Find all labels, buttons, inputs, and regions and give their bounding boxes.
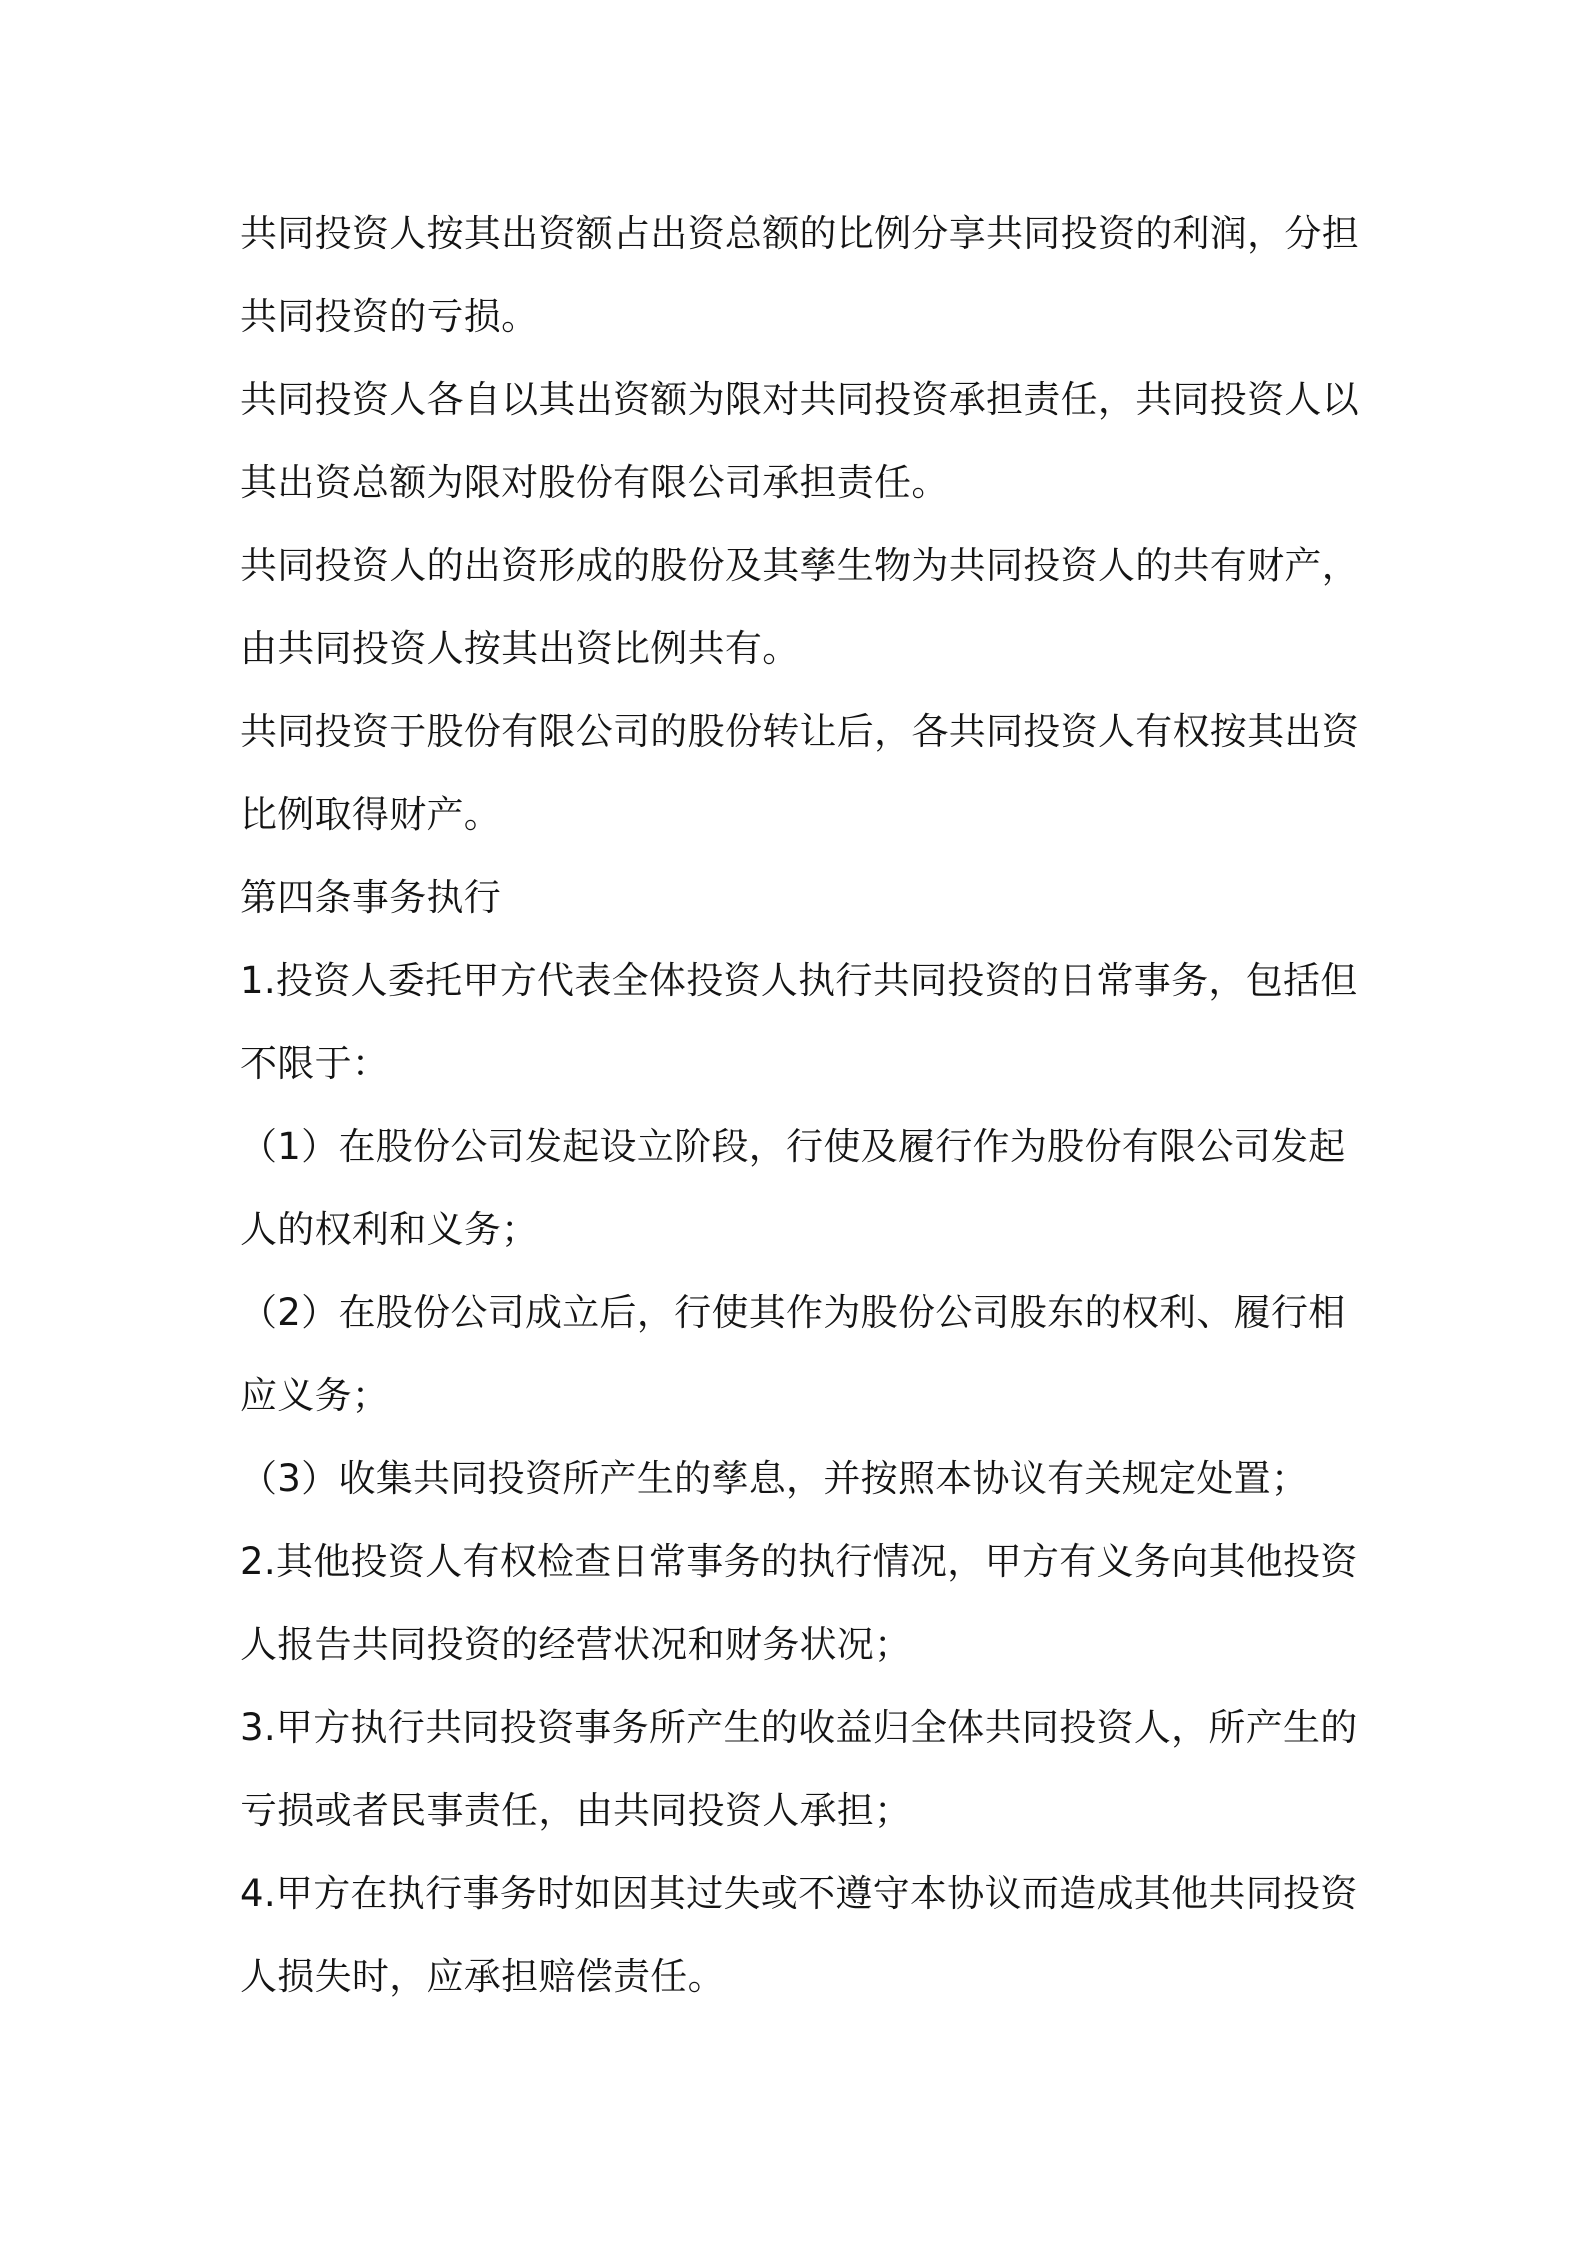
clause-2: 2.其他投资人有权检查日常事务的执行情况，甲方有义务向其他投资人报告共同投资的经营状况和财务状况； xyxy=(240,1540,1358,1666)
clause-1: 1.投资人委托甲方代表全体投资人执行共同投资的日常事务，包括但不限于： xyxy=(240,959,1358,1085)
subclause-2: （2）在股份公司成立后，行使其作为股份公司股东的权利、履行相应义务； xyxy=(240,1291,1346,1417)
subclause-1: （1）在股份公司发起设立阶段，行使及履行作为股份有限公司发起人的权利和义务； xyxy=(240,1125,1346,1251)
section-heading-article-4: 第四条事务执行 xyxy=(240,876,502,919)
paragraph-profit-sharing: 共同投资人按其出资额占出资总额的比例分享共同投资的利润，分担共同投资的亏损。 xyxy=(240,212,1359,338)
clause-4: 4.甲方在执行事务时如因其过失或不遵守本协议而造成其他共同投资人损失时，应承担赔偿责任。 xyxy=(240,1872,1358,1998)
paragraph-liability-limit: 共同投资人各自以其出资额为限对共同投资承担责任，共同投资人以其出资总额为限对股份有限公司承担责任。 xyxy=(240,378,1359,504)
subclause-3: （3）收集共同投资所产生的孳息，并按照本协议有关规定处置； xyxy=(240,1457,1309,1500)
paragraph-share-transfer: 共同投资于股份有限公司的股份转让后，各共同投资人有权按其出资比例取得财产。 xyxy=(240,710,1359,836)
document-body xyxy=(240,192,1360,2018)
paragraph-common-property: 共同投资人的出资形成的股份及其孳生物为共同投资人的共有财产，由共同投资人按其出资比例共有。 xyxy=(240,544,1359,670)
clause-3: 3.甲方执行共同投资事务所产生的收益归全体共同投资人，所产生的亏损或者民事责任，由共同投资人承担； xyxy=(240,1706,1358,1832)
